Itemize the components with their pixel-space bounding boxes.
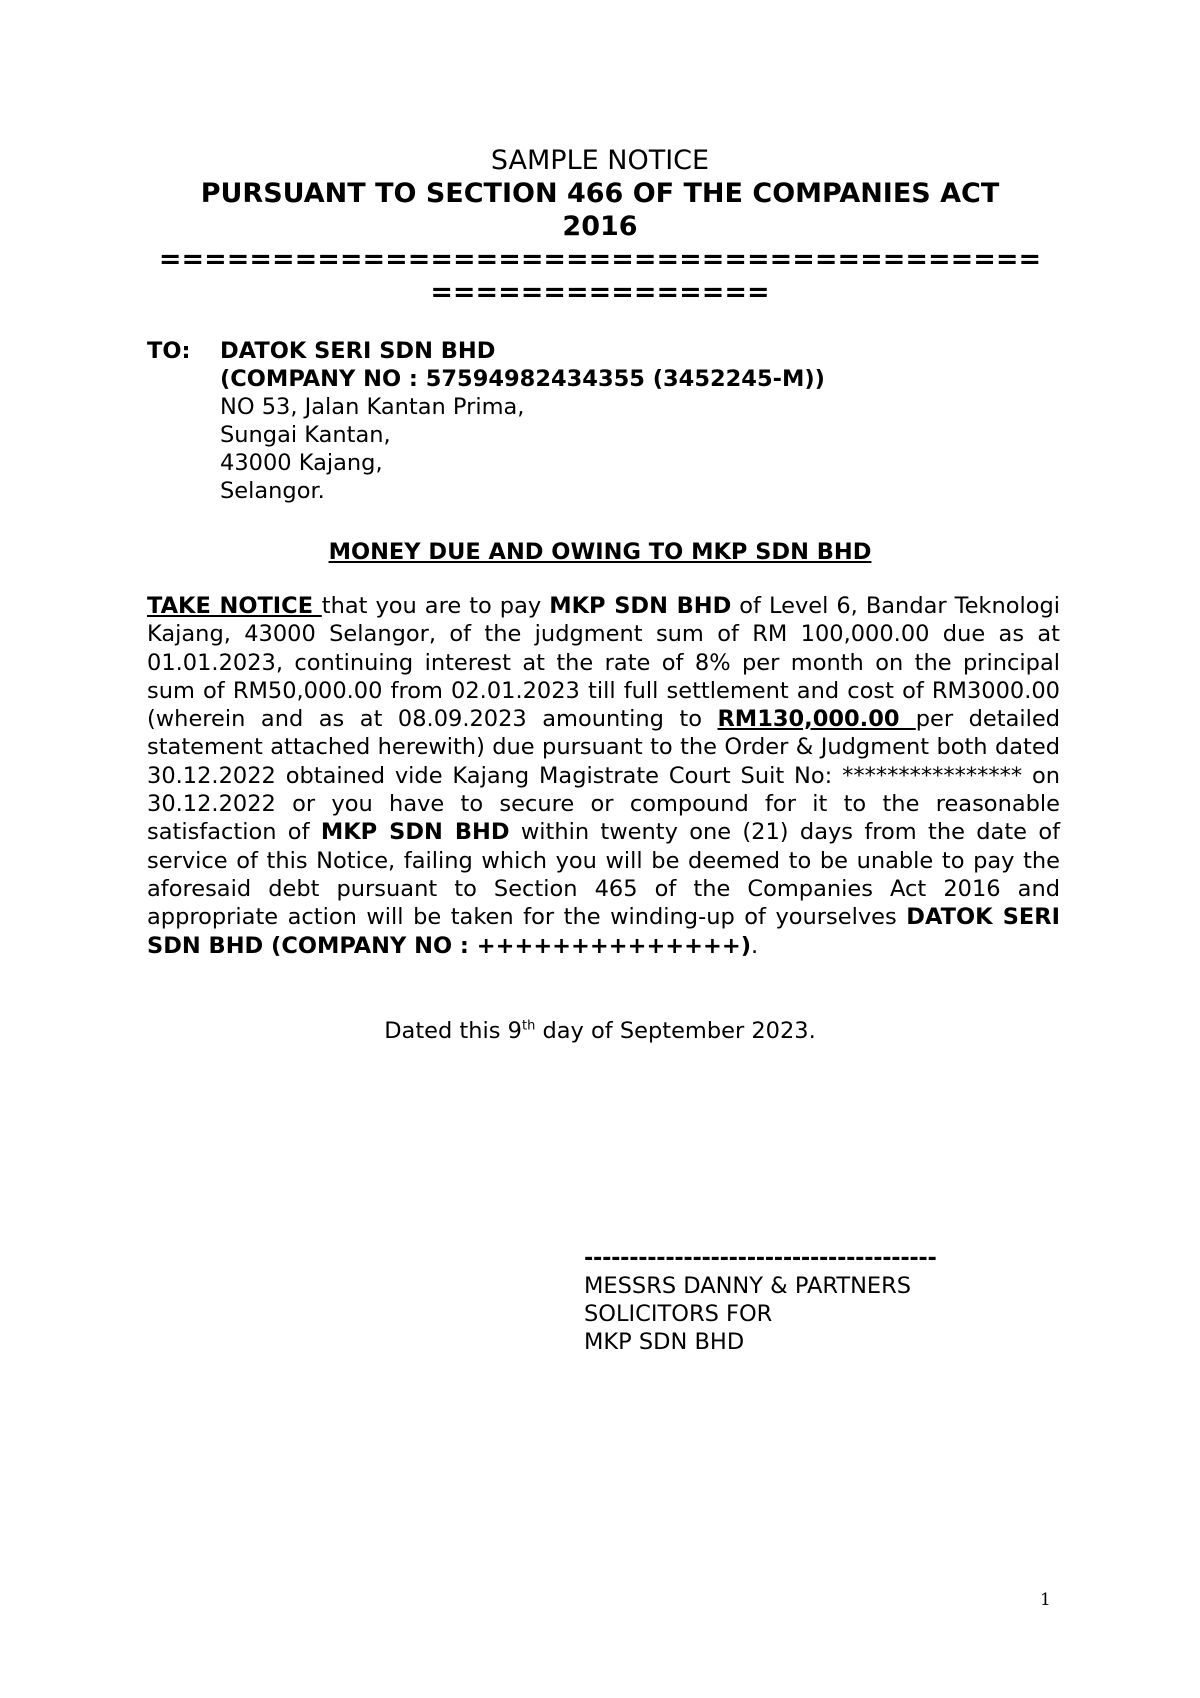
dated-ordinal: th <box>521 1018 536 1034</box>
amount-owing: RM130,000.00 <box>717 706 916 733</box>
signature-line: --------------------------------------- <box>584 1245 937 1271</box>
body-text-segment: that you are to pay <box>321 593 550 619</box>
signatory-role: SOLICITORS FOR <box>584 1301 773 1327</box>
dated-suffix: day of September 2023. <box>535 1018 816 1044</box>
title-rule-2: =============== <box>430 277 770 308</box>
body-text-segment: . <box>750 932 759 959</box>
body-text-segment: within twenty one (21) days from the date of service of this Notice, failing which you will be deemed to be unable to pay the aforesaid debt pursuant to Section 465 of the Companies Act 2016 and appropriate action will be taken for the winding-up of yourselves <box>147 819 1061 931</box>
notice-title <box>140 144 1060 309</box>
signatory-client: MKP SDN BHD <box>584 1329 745 1355</box>
body-text-segment: per detailed statement attached herewith) due pursuant to the Order & Judgment both dated 30.12.2022 obtained vide Kajang Magistrate Court Suit No: **************** on 30.12.2022 or you have to secure or compound for it to the reasonable satisfaction of <box>147 706 1061 846</box>
signature-block <box>584 1244 937 1356</box>
title-line-3: 2016 <box>562 211 638 242</box>
title-rule-1: ======================================= <box>158 244 1042 275</box>
title-line-2: PURSUANT TO SECTION 466 OF THE COMPANIES ACT <box>200 178 1000 209</box>
title-line-1: SAMPLE NOTICE <box>490 145 710 176</box>
dated-line <box>140 1017 1060 1045</box>
creditor-name: MKP SDN BHD <box>320 819 510 846</box>
recipient-company-no: (COMPANY NO : 57594982434355 (3452245-M)) <box>220 366 825 392</box>
recipient-block <box>147 337 825 505</box>
take-notice-phrase: TAKE NOTICE <box>147 593 322 619</box>
recipient-address-line: Selangor. <box>220 478 325 504</box>
signatory-firm: MESSRS DANNY & PARTNERS <box>584 1273 912 1299</box>
recipient-label: TO: <box>147 338 191 364</box>
page-number: 1 <box>1040 1590 1051 1610</box>
notice-heading: MONEY DUE AND OWING TO MKP SDN BHD <box>328 539 872 565</box>
recipient-address-line: Sungai Kantan, <box>220 422 391 448</box>
recipient-address-line: NO 53, Jalan Kantan Prima, <box>220 394 525 420</box>
recipient-company: DATOK SERI SDN BHD <box>220 338 496 364</box>
recipient-address-line: 43000 Kajang, <box>220 450 383 476</box>
notice-body <box>147 592 1060 960</box>
debtor-name: DATOK SERI SDN BHD (COMPANY NO : ++++++++++++++) <box>147 904 1060 959</box>
creditor-name: MKP SDN BHD <box>549 593 732 619</box>
body-text-segment: of Level 6, Bandar Teknologi Kajang, 43000 Selangor, of the judgment sum of RM 100,000.00 due as at 01.01.2023, continuing interest at the rate of 8% per month on the principal sum of RM50,000.00 from 02.01.2023 till full settlement and cost of RM3000.00 (wherein and as at 08.09.2023 amounting to <box>147 593 1061 733</box>
dated-prefix: Dated this 9 <box>384 1018 522 1044</box>
